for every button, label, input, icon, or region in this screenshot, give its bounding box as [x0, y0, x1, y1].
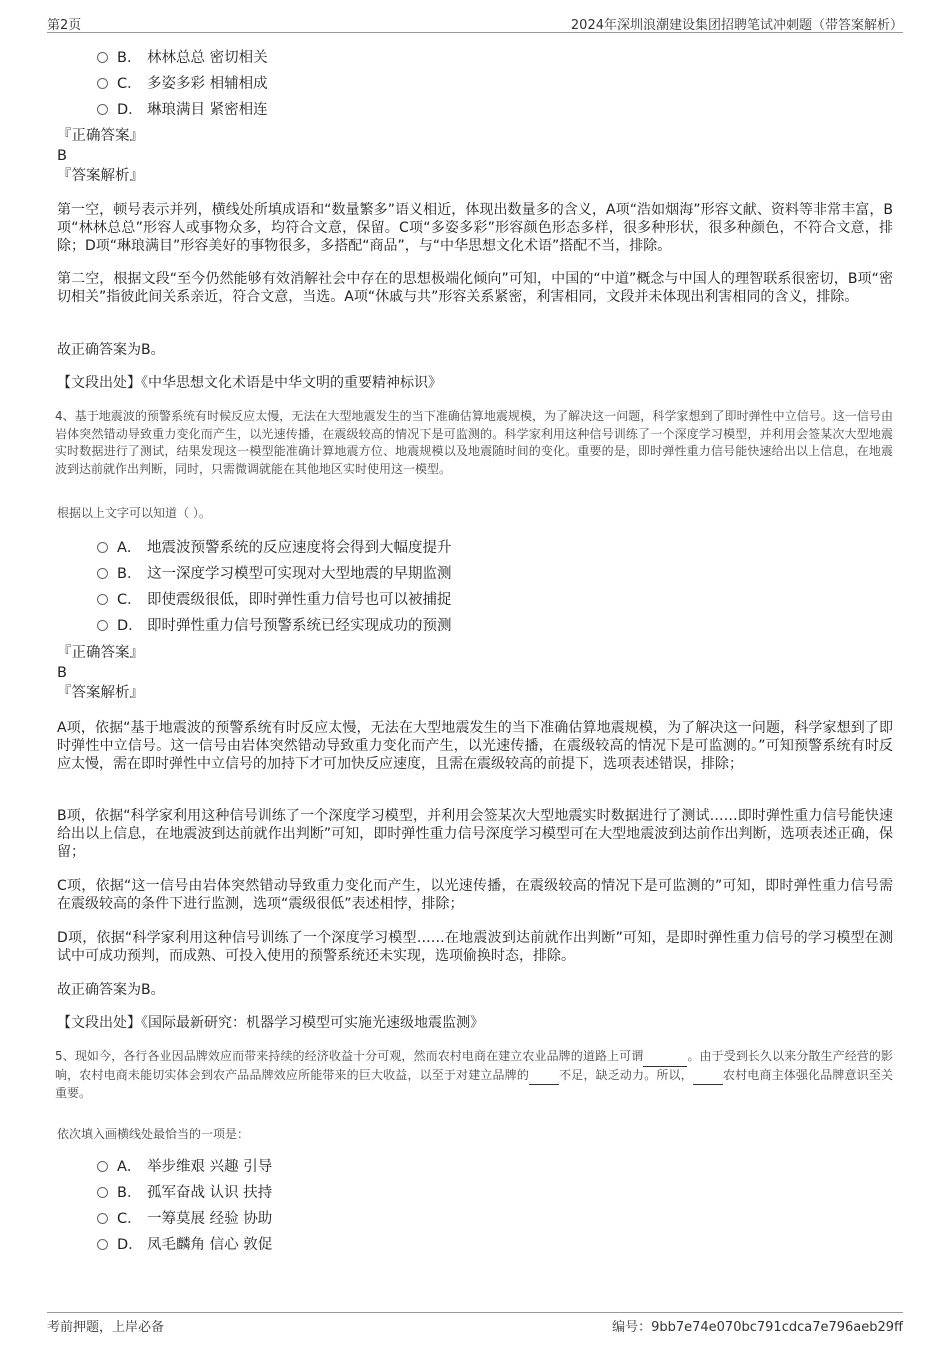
blank-1	[643, 1048, 687, 1067]
q5-option-d[interactable]: D． 凤毛麟角 信心 敦促	[97, 1235, 272, 1255]
q3-answer-label: 『正确答案』	[57, 128, 144, 144]
blank-2	[529, 1067, 559, 1086]
document-code: 编号：9bb7e74e070bc791cdca7e796aeb29ff	[612, 1320, 903, 1335]
radio-icon[interactable]	[97, 52, 108, 63]
q3-analysis-p1: 第一空，顿号表示并列，横线处所填成语和“数量繁多”语义相近，体现出数量多的含义，A项“浩如烟海”形容文献、资料等非常丰富，B项“林林总总”形容人或事物众多，均符合文意，保留。C项“多姿多彩”形容颜色形态多样，很多种形状，很多种颜色，不符合文意，排除；D项“琳琅满目”形容美好的事物很多，多搭配“商品”，与“中华思想文化术语”搭配不当，排除。	[57, 202, 893, 254]
q4-analysis-d: D项，依据“科学家利用这种信号训练了一个深度学习模型……在地震波到达前就作出判断”可知，是即时弹性重力信号的学习模型在测试中可成功预判，而成熟、可投入使用的预警系统还未实现，选项偷换时态，排除。	[57, 930, 893, 964]
q4-analysis-b: B项，依据“科学家利用这种信号训练了一个深度学习模型，并利用会签某次大型地震实时数据进行了测试……即时弹性重力信号能快速给出以上信息，在地震波到达前就作出判断”可知，即时弹性重力信号深度学习模型可在大型地震波到达前作出判断，选项表述正确，保留；	[57, 808, 893, 860]
q5-option-b[interactable]: B． 孤军奋战 认识 扶持	[97, 1183, 272, 1203]
q4-analysis-label: 『答案解析』	[57, 685, 144, 701]
radio-icon[interactable]	[97, 104, 108, 115]
radio-icon[interactable]	[97, 1239, 108, 1250]
page-number: 第2页	[47, 18, 82, 33]
footer-slogan: 考前押题，上岸必备	[47, 1320, 165, 1335]
q3-answer: B	[57, 148, 67, 164]
q3-option-c[interactable]: C． 多姿多彩 相辅相成	[97, 74, 268, 94]
radio-icon[interactable]	[97, 594, 108, 605]
radio-icon[interactable]	[97, 568, 108, 579]
q3-option-d[interactable]: D． 琳琅满目 紧密相连	[97, 100, 268, 120]
q4-analysis-a: A项，依据“基于地震波的预警系统有时反应太慢，无法在大型地震发生的当下准确估算地震规模，为了解决这一问题，科学家想到了即时弹性中立信号。这一信号由岩体突然错动导致重力变化而产生，以光速传播，在震级较高的情况下是可监测的。”可知预警系统有时反应太慢，需在即时弹性中立信号的加持下才可加快反应速度，且需在震级较高的前提下，选项表述错误，排除；	[57, 720, 893, 772]
q5-option-c[interactable]: C． 一筹莫展 经验 协助	[97, 1209, 272, 1229]
q4-analysis-c: C项，依据“这一信号由岩体突然错动导致重力变化而产生，以光速传播，在震级较高的情况下是可监测的”可知，即时弹性重力信号需在震级较高的条件下进行监测，选项“震级很低”表述相悖，排除；	[57, 878, 893, 912]
radio-icon[interactable]	[97, 78, 108, 89]
q5-prompt: 依次填入画横线处最恰当的一项是：	[57, 1127, 250, 1141]
radio-icon[interactable]	[97, 1161, 108, 1172]
q5-option-a[interactable]: A． 举步维艰 兴趣 引导	[97, 1157, 272, 1177]
radio-icon[interactable]	[97, 1187, 108, 1198]
radio-icon[interactable]	[97, 1213, 108, 1224]
q3-analysis-label: 『答案解析』	[57, 168, 144, 184]
document-title: 2024年深圳浪潮建设集团招聘笔试冲刺题（带答案解析）	[570, 18, 903, 33]
q4-answer-label: 『正确答案』	[57, 645, 144, 661]
q4-option-a[interactable]: A． 地震波预警系统的反应速度将会得到大幅度提升	[97, 538, 452, 558]
q3-source: 【文段出处】《中华思想文化术语是中华文明的重要精神标识》	[57, 375, 442, 391]
radio-icon[interactable]	[97, 620, 108, 631]
q4-source: 【文段出处】《国际最新研究：机器学习模型可实施光速级地震监测》	[57, 1015, 484, 1031]
q4-option-c[interactable]: C． 即使震级很低，即时弹性重力信号也可以被捕捉	[97, 590, 452, 610]
q4-option-b[interactable]: B． 这一深度学习模型可实现对大型地震的早期监测	[97, 564, 452, 584]
q5-question: 5、现如今，各行各业因品牌效应而带来持续的经济收益十分可观，然而农村电商在建立农业品牌的道路上可谓 。由于受到长久以来分散生产经营的影响，农村电商未能切实体会到农产品品牌效应所能带来的巨大收益，以至于对建立品牌的 不足，缺乏动力。所以， 农村电商主体强化品牌意识至关重要。	[55, 1049, 893, 1100]
q3-analysis-p2: 第二空，根据文段“至今仍然能够有效消解社会中存在的思想极端化倾向”可知，中国的“中道”概念与中国人的理智联系很密切，B项“密切相关”指彼此间关系亲近，符合文意，当选。A项“休戚与共”形容关系紧密，利害相同，文段并未体现出利害相同的含义，排除。	[57, 271, 893, 305]
q4-option-d[interactable]: D． 即时弹性重力信号预警系统已经实现成功的预测	[97, 616, 452, 636]
blank-3	[693, 1067, 723, 1086]
q4-conclusion: 故正确答案为B。	[57, 982, 165, 998]
q4-question: 4、基于地震波的预警系统有时候反应太慢，无法在大型地震发生的当下准确估算地震规模，为了解决这一问题，科学家想到了即时弹性中立信号。这一信号由岩体突然错动导致重力变化而产生，以光速传播，在震级较高的情况下是可监测的。科学家利用这种信号训练了一个深度学习模型，并利用会签某次大型地震实时数据进行了测试，结果发现这一模型能准确计算地震方位、地震规模以及地震随时间的变化。重要的是，即时弹性重力信号能快速给出以上信息，在地震波到达前就作出判断，同时，只需微调就能在其他地区实时使用这一模型。	[55, 409, 893, 476]
page-footer	[47, 1312, 903, 1335]
q3-conclusion: 故正确答案为B。	[57, 342, 165, 358]
q4-answer: B	[57, 665, 67, 681]
radio-icon[interactable]	[97, 542, 108, 553]
q4-prompt: 根据以上文字可以知道（ ）。	[57, 506, 211, 520]
page-header	[47, 14, 903, 33]
q3-option-b[interactable]: B． 林林总总 密切相关	[97, 48, 268, 68]
